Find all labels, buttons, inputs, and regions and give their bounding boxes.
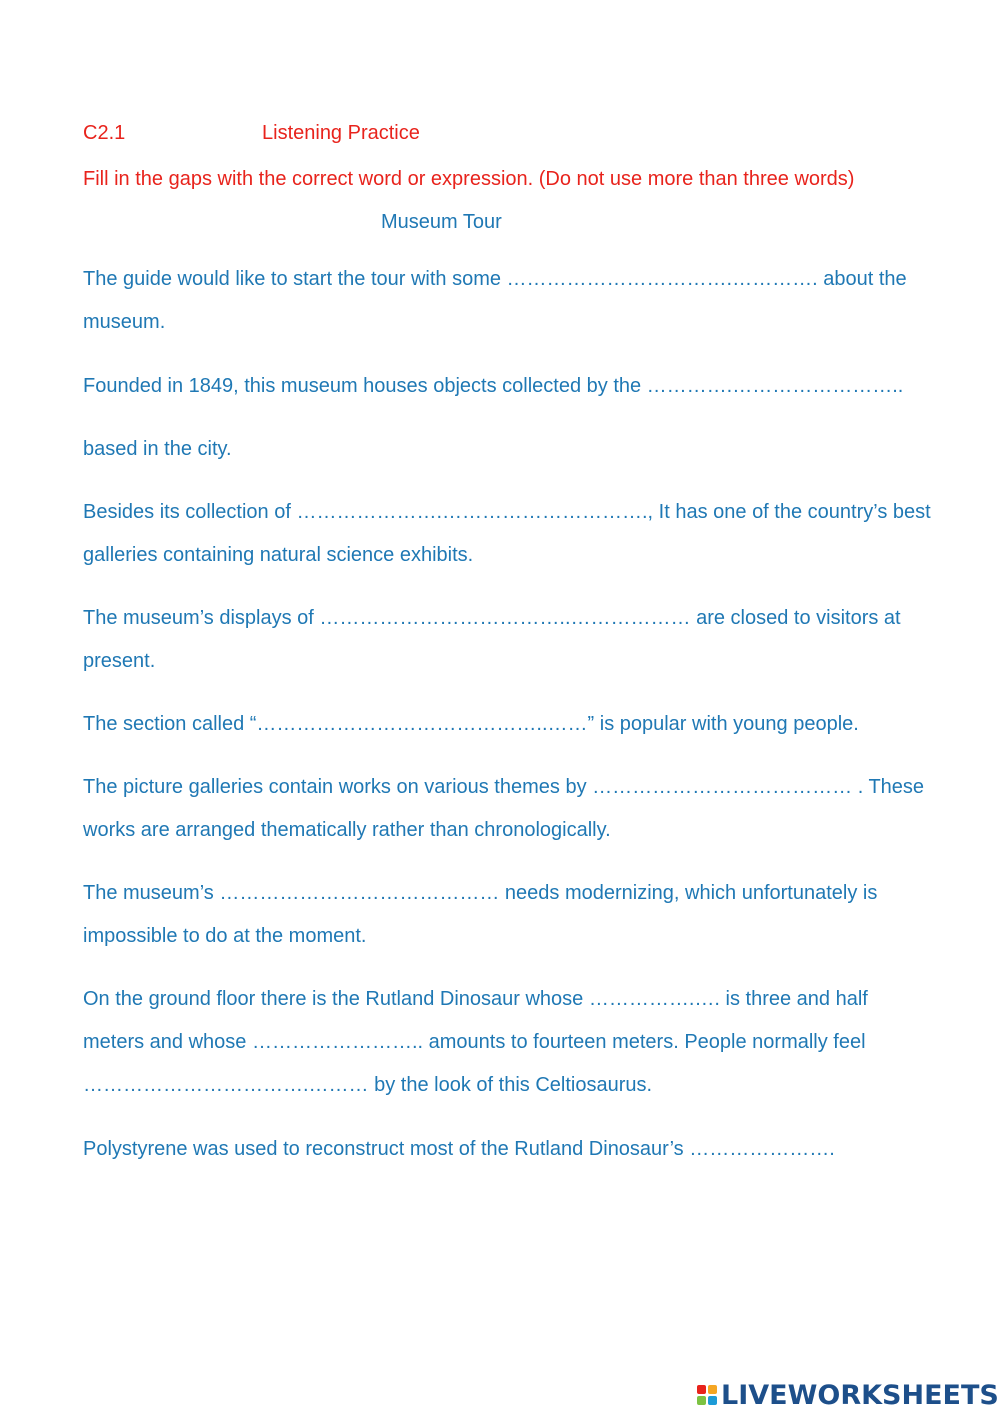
exercise-line: The museum’s …………………………………… needs modernizing, which unfortunately is [83, 882, 878, 904]
exercise-line: Besides its collection of ………………….…………………………., It has one of the country’s best [83, 501, 931, 523]
section-heading: Museum Tour [381, 211, 502, 233]
exercise-line: The section called “……………………………………..……” is popular with young people. [83, 713, 859, 735]
logo-text: LIVEWORKSHEETS [721, 1379, 999, 1411]
exercise-line: galleries containing natural science exhibits. [83, 544, 474, 566]
exercise-line: The picture galleries contain works on various themes by ………………………………… . These [83, 776, 925, 798]
exercise-line: meters and whose …………………….. amounts to fourteen meters. People normally feel [83, 1031, 866, 1053]
logo-grid-icon [697, 1385, 717, 1405]
instructions: Fill in the gaps with the correct word or expression. (Do not use more than three words) [83, 168, 855, 190]
exercise-line: Polystyrene was used to reconstruct most of the Rutland Dinosaur’s …………………. [83, 1138, 835, 1160]
exercise-line: works are arranged thematically rather than chronologically. [83, 819, 611, 841]
exercise-line: based in the city. [83, 438, 232, 460]
exercise-line: The museum’s displays of ………………………………..……………… are closed to visitors at [83, 607, 901, 629]
exercise-line: present. [83, 650, 156, 672]
exercise-line: impossible to do at the moment. [83, 925, 367, 947]
worksheet-title: Listening Practice [262, 122, 420, 144]
exercise-line: The guide would like to start the tour with some …………………………….…………. about the [83, 268, 907, 290]
liveworksheets-logo [697, 1378, 999, 1412]
exercise-line: museum. [83, 311, 166, 333]
exercise-line: …………………………….……… by the look of this Celtiosaurus. [83, 1074, 653, 1096]
exercise-line: On the ground floor there is the Rutland Dinosaur whose …………….…. is three and half [83, 988, 868, 1010]
course-code: C2.1 [83, 122, 126, 144]
exercise-line: Founded in 1849, this museum houses objects collected by the ………….…………………….. [83, 375, 904, 397]
